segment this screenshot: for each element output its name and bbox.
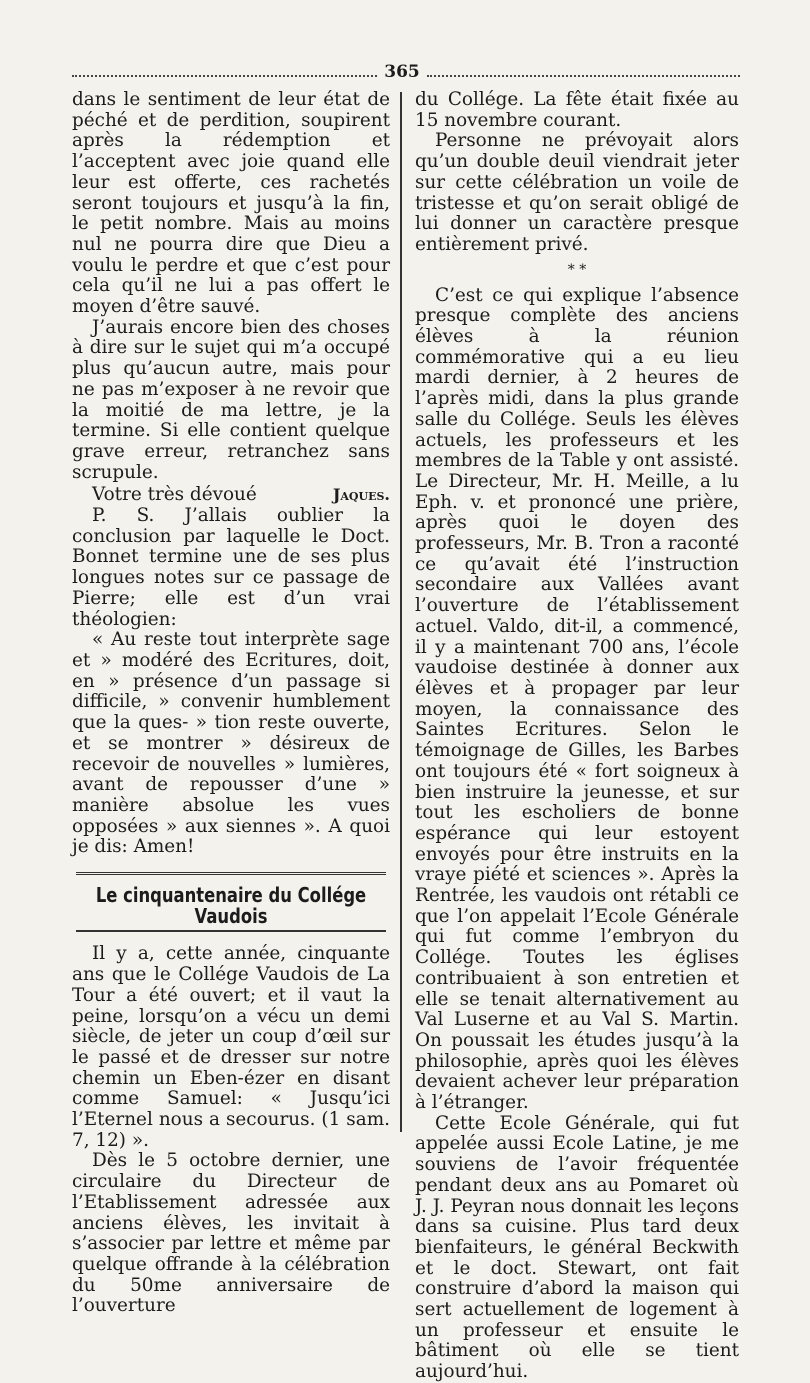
letter-signoff (72, 485, 390, 506)
bonnet-quote: « Au reste tout interprète sage et » modéré des Ecritures, doit, en » présence d’un passage si difficile, » convenir humblement que la ques- » tion reste ouverte, et se montrer » désireux de recevoir de nouvelles » lumières, avant de repousser d’une » manière absolue les vues opposées » aux siennes ». A quoi je dis: Amen! (72, 629, 390, 858)
page-header (72, 62, 740, 84)
heading-rule (76, 930, 386, 932)
postscript-paragraph: P. S. J’allais oublier la conclusion par laquelle le Doct. Bonnet termine une de ses plus longues notes sur ce passage de Pierre; elle est d’un vrai théologien: (72, 505, 390, 630)
article-paragraph-3: du Collége. La fête était fixée au 15 novembre courant. (415, 89, 739, 131)
article-paragraph-4: Personne ne prévoyait alors qu’un double deuil viendrait jeter sur cette célébration un voile de tristesse et qu’on serait obligé de lui donner un caractère presque entièrement privé. (415, 130, 739, 255)
header-rule-right (427, 75, 740, 77)
letter-closing: Votre très dévoué (92, 484, 257, 506)
left-column (72, 90, 390, 1317)
header-rule-left (72, 75, 377, 77)
page-number: 365 (384, 62, 420, 82)
section-separator (76, 872, 386, 875)
right-column (415, 90, 739, 1383)
article-paragraph-5: C’est ce qui explique l’absence presque complète des anciens élèves à la réunion commémorative qui a eu lieu mardi dernier, à 2 heures de l’après midi, dans la plus grande salle du Collége. Seuls les élèves actuels, les professeurs et les membres de la Table y ont assisté. Le Directeur, Mr. H. Meille, a lu Eph. v. et prononcé une prière, après quoi le doyen des professeurs, Mr. B. Tron a raconté ce qu’avait été l’instruction secondaire aux Vallées avant l’ouverture de l’établissement actuel. Valdo, dit-il, a commencé, il y a maintenant 700 ans, l’école vaudoise destinée à donner aux élèves et à propager par leur moyen, la connaissance des Saintes Ecritures. Selon le témoignage de Gilles, les Barbes ont toujours été « fort soigneux à bien instruire la jeunesse, et sur tout les escholiers de bonne espérance qui leur estoyent envoyés pour être instruits en la vraye piété et sciences ». Après la Rentrée, les vaudois ont rétabli ce que l’on appelait l’Ecole Générale qui fut comme l’embryon du Collége. Toutes les églises contribuaient à son entretien et elle se tenait alternativement au Val Luserne et au Val S. Martin. On poussait les études jusqu’à la philosophie, après quoi les élèves devaient achever leur préparation à l’étranger. (415, 284, 739, 1114)
article-paragraph-2: Dès le 5 octobre dernier, une circulaire du Directeur de l’Etablissement adressée aux anciens élèves, les invitait à s’associer par lettre et même par quelque offrande à la célébration du 50me anniversaire de l’ouverture (72, 1150, 390, 1317)
article-paragraph-1: Il y a, cette année, cinquante ans que le Collége Vaudois de La Tour a été ouvert; et il vaut la peine, lorsqu’on a vécu un demi siècle, de jeter un coup d’œil sur le passé et de dresser sur notre chemin un Eben-ézer en disant comme Samuel: « Jusqu’ici l’Eternel nous a secourus. (1 sam. 7, 12) ». (72, 943, 390, 1151)
column-divider (400, 92, 402, 1132)
article-paragraph-6: Cette Ecole Générale, qui fut appelée aussi Ecole Latine, je me souviens de l’avoir fréquentée pendant deux ans au Pomaret où J. J. Peyran nous donnait les leçons dans sa cuisine. Plus tard deux bienfaiteurs, le général Beckwith et le doct. Stewart, ont fait construire d’abord la maison qui sert actuellement de logement à un professeur et ensuite le bâtiment où elle se tient aujourd’hui. (415, 1112, 739, 1383)
section-asterisks: * * (567, 261, 587, 278)
letter-paragraph-1: dans le sentiment de leur état de péché et de perdition, soupirent après la rédemption et l’acceptent avec joie quand elle leur est offerte, ces rachetés seront toujours et jusqu’à la fin, le petit nombre. Mais au moins nul ne pourra dire que Dieu a voulu le perdre et que c’est pour cela qu’il ne lui a pas offert le moyen d’être sauvé. (72, 89, 390, 318)
letter-signature: Jaques. (332, 485, 390, 505)
letter-paragraph-2: J’aurais encore bien des choses à dire sur le sujet qui m’a occupé plus qu’aucun autre, mais pour ne pas m’exposer à ne revoir que la moitié de ma lettre, je la termine. Si elle contient quelque grave erreur, retranchez sans scrupule. (72, 316, 390, 483)
article-heading: Le cinquantenaire du Collége Vaudois (95, 883, 367, 928)
